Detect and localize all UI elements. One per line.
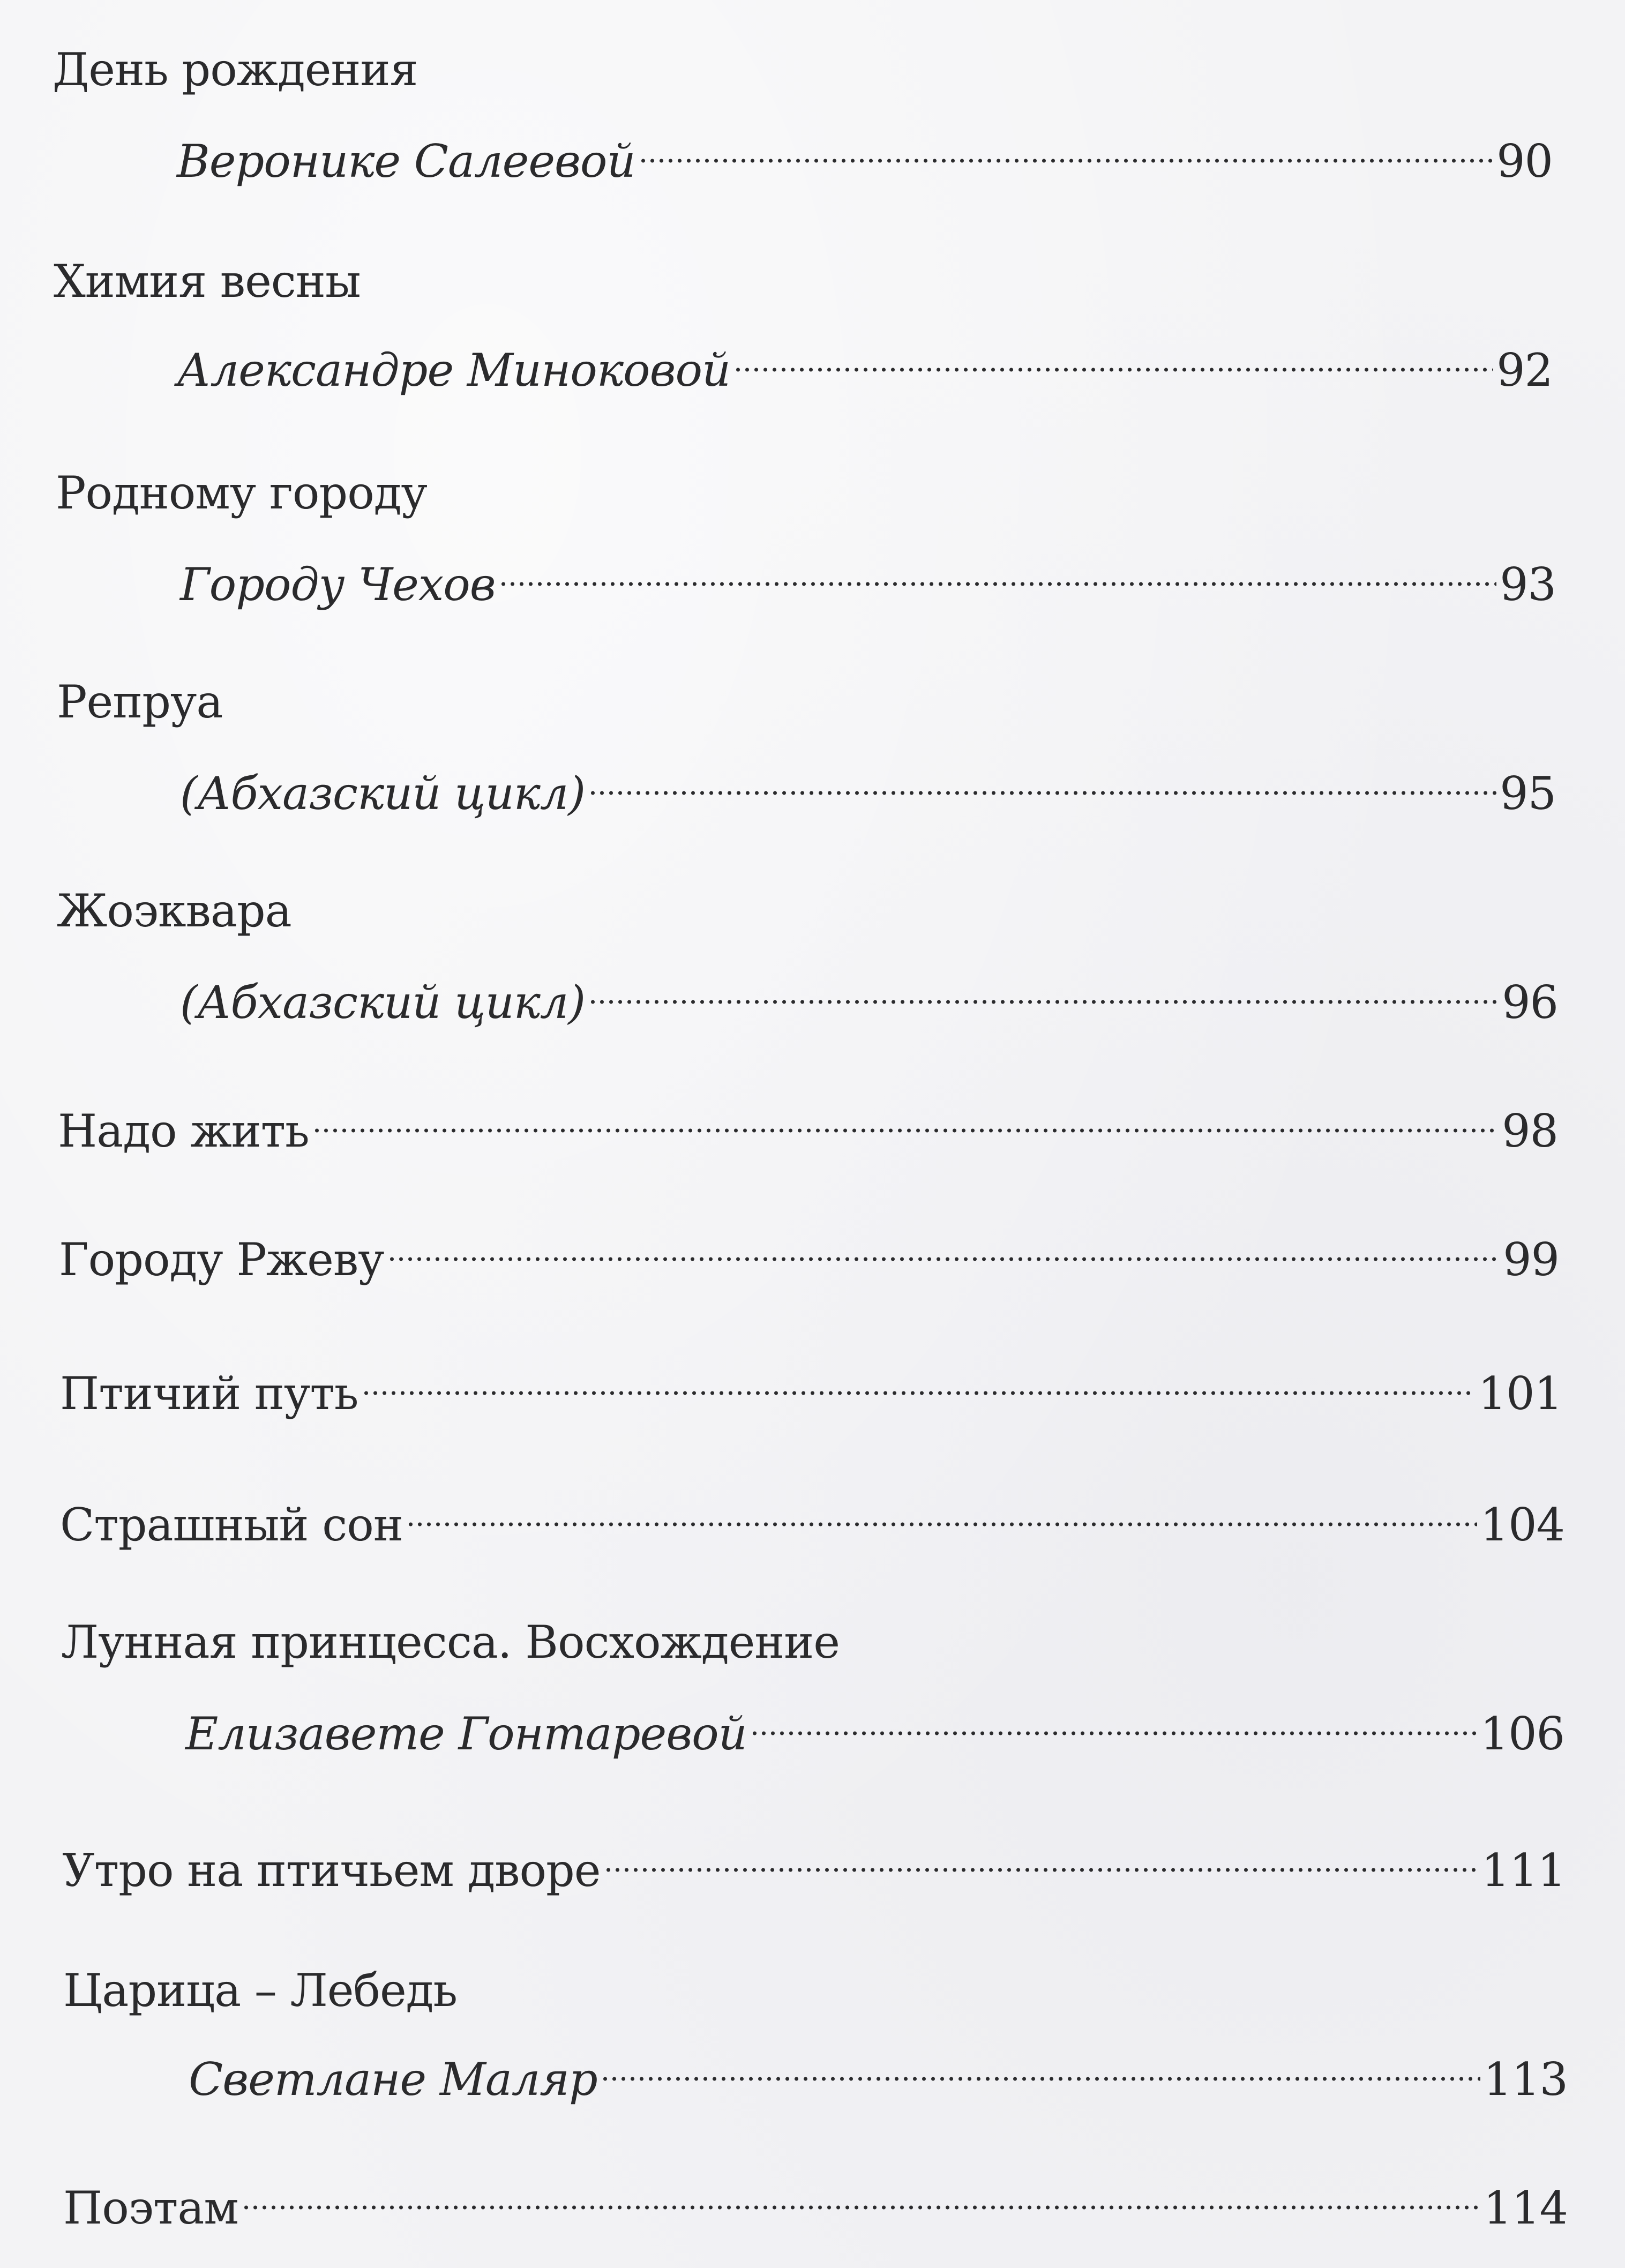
page-number: 90 — [1496, 135, 1553, 188]
toc-entry-line[interactable] — [180, 959, 1558, 1029]
page-number: 111 — [1481, 1844, 1566, 1897]
page-number: 114 — [1483, 2182, 1568, 2234]
toc-entry-line[interactable] — [63, 2165, 1568, 2234]
toc-entry-title: Утро на птичьем дворе — [62, 1844, 601, 1897]
dot-leader — [733, 327, 1493, 386]
dot-leader — [362, 1350, 1475, 1409]
dot-leader — [588, 750, 1496, 809]
page-number: 99 — [1503, 1233, 1559, 1286]
dot-leader — [242, 2165, 1480, 2224]
dot-leader — [601, 2036, 1480, 2095]
toc-entry-title: Надо жить — [58, 1105, 309, 1157]
toc-entry-subtitle: Елизавете Гонтаревой — [185, 1708, 747, 1760]
toc-entry-subtitle: Александре Миноковой — [177, 344, 731, 396]
toc-entry-line[interactable] — [59, 1216, 1559, 1286]
dot-leader — [387, 1216, 1500, 1275]
toc-entry-title: Царица – Лебедь — [63, 1964, 458, 2017]
dot-leader — [639, 118, 1494, 177]
page-number: 104 — [1480, 1499, 1564, 1551]
toc-entry-line[interactable] — [62, 1827, 1566, 1897]
page-number: 106 — [1480, 1708, 1564, 1760]
toc-entry-subtitle: Светлане Маляр — [189, 2053, 597, 2106]
toc-entry-subtitle: (Абхазский цикл) — [180, 976, 586, 1029]
toc-entry-title: Лунная принцесса. Восхождение — [61, 1616, 840, 1668]
toc-entry-subtitle: (Абхазский цикл) — [180, 767, 586, 820]
dot-leader — [588, 959, 1499, 1018]
page-number: 101 — [1478, 1367, 1562, 1420]
dot-leader — [604, 1827, 1478, 1886]
page-number: 98 — [1502, 1105, 1558, 1157]
toc-entry-title: Поэтам — [63, 2182, 238, 2234]
page-number: 113 — [1483, 2053, 1568, 2106]
page-number: 93 — [1500, 558, 1556, 611]
toc-entry-line[interactable] — [177, 118, 1553, 188]
toc-entry-title: Родному городу — [56, 467, 427, 519]
toc-entry-title: Химия весны — [54, 255, 361, 308]
toc-entry-line[interactable] — [177, 327, 1553, 396]
toc-entry-title: Репруа — [57, 676, 223, 728]
toc-entry-title: Птичий путь — [60, 1367, 358, 1420]
page-number: 92 — [1496, 344, 1553, 396]
toc-entry-line[interactable] — [189, 2036, 1568, 2106]
toc-entry-subtitle: Городу Чехов — [180, 558, 496, 611]
toc-entry-line[interactable] — [180, 541, 1556, 611]
page-number: 96 — [1502, 976, 1558, 1029]
toc-entry-subtitle: Веронике Салеевой — [177, 135, 635, 188]
toc-entry-title: День рождения — [53, 43, 418, 96]
toc-entry-line[interactable] — [60, 1350, 1562, 1420]
dot-leader — [750, 1690, 1477, 1749]
toc-entry-title: Жоэквара — [57, 885, 291, 937]
dot-leader — [499, 541, 1496, 600]
toc-entry-line[interactable] — [185, 1690, 1564, 1760]
toc-entry-title: Страшный сон — [60, 1499, 403, 1551]
dot-leader — [406, 1481, 1477, 1540]
dot-leader — [312, 1088, 1499, 1147]
toc-entry-line[interactable] — [60, 1481, 1564, 1551]
page-number: 95 — [1500, 767, 1556, 820]
toc-entry-line[interactable] — [58, 1088, 1558, 1157]
toc-entry-title: Городу Ржеву — [59, 1233, 384, 1286]
toc-entry-line[interactable] — [180, 750, 1556, 820]
